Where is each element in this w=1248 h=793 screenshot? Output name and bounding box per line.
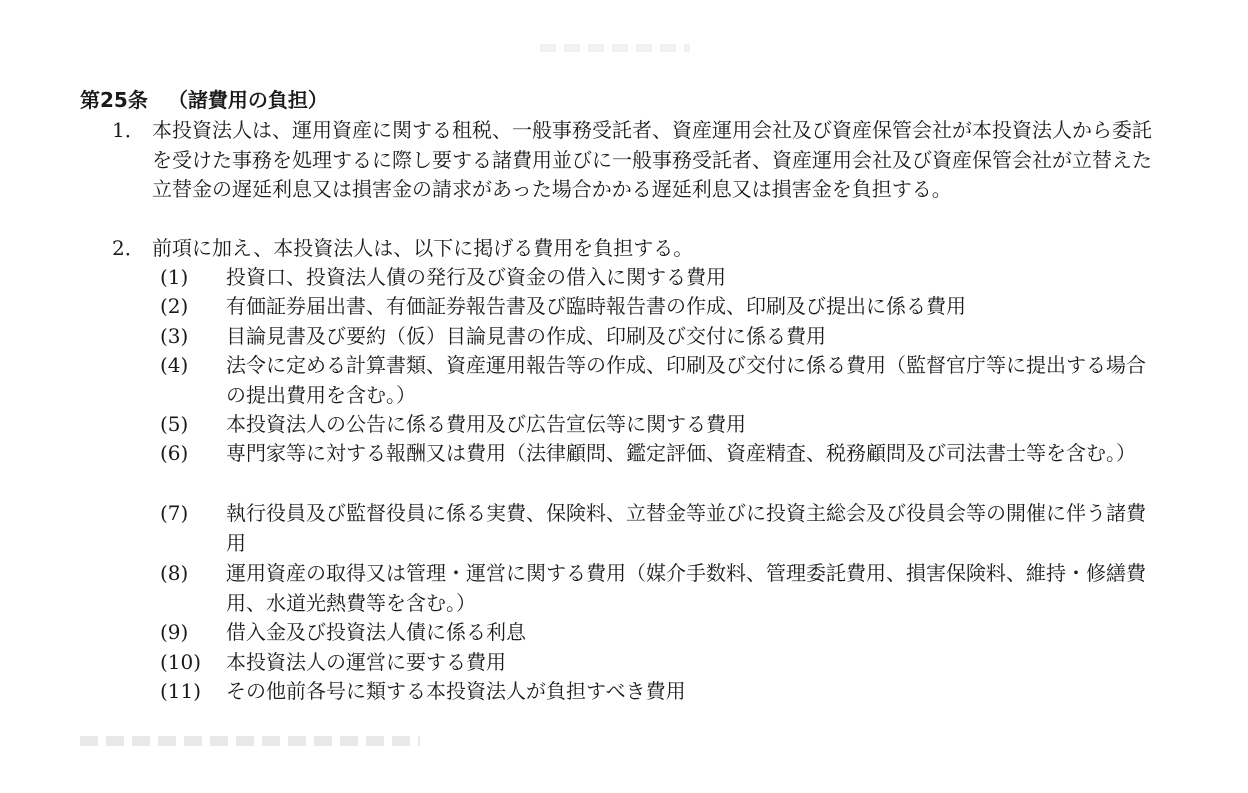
item-number: (2) xyxy=(160,294,189,318)
list-item xyxy=(160,292,1155,322)
list-item xyxy=(160,648,1155,678)
item-text: 投資口、投資法人債の発行及び資金の借入に関する費用 xyxy=(226,265,726,289)
item-text: 執行役員及び監督役員に係る実費、保険料、立替金等並びに投資主総会及び役員会等の開催に伴う諸費用 xyxy=(226,501,1146,555)
list-item xyxy=(160,410,1155,440)
item-number: (8) xyxy=(160,561,189,585)
list-item xyxy=(160,322,1155,352)
list-item xyxy=(160,263,1155,293)
item-text: 専門家等に対する報酬又は費用（法律顧問、鑑定評価、資産精査、税務顧問及び司法書士等を含む。） xyxy=(226,441,1136,465)
item-number: (10) xyxy=(160,650,202,674)
article-heading: （諸費用の負担） xyxy=(167,88,328,112)
item-text: その他前各号に類する本投資法人が負担すべき費用 xyxy=(226,679,686,703)
paragraph-2 xyxy=(112,234,1152,264)
faint-header-remnant xyxy=(540,44,690,52)
paragraph-number: 2． xyxy=(112,236,145,260)
item-number: (3) xyxy=(160,324,189,348)
item-text: 法令に定める計算書類、資産運用報告等の作成、印刷及び交付に係る費用（監督官庁等に提出する場合の提出費用を含む。） xyxy=(226,353,1146,407)
paragraph-text: 本投資法人は、運用資産に関する租税、一般事務受託者、資産運用会社及び資産保管会社が本投資法人から委託を受けた事務を処理するに際し要する諸費用並びに一般事務受託者、資産運用会社及び資産保管会社が立替えた立替金の遅延利息又は損害金の請求があった場合かかる遅延利息又は損害金を負担する。 xyxy=(152,118,1152,201)
item-number: (6) xyxy=(160,441,189,465)
list-item xyxy=(160,499,1155,558)
item-text: 本投資法人の公告に係る費用及び広告宣伝等に関する費用 xyxy=(226,412,746,436)
item-text: 借入金及び投資法人債に係る利息 xyxy=(226,620,526,644)
list-item xyxy=(160,351,1155,410)
list-item xyxy=(160,618,1155,648)
item-number: (1) xyxy=(160,265,189,289)
faint-next-article-remnant xyxy=(80,736,420,746)
item-text: 有価証券届出書、有価証券報告書及び臨時報告書の作成、印刷及び提出に係る費用 xyxy=(226,294,966,318)
item-number: (11) xyxy=(160,679,202,703)
item-number: (7) xyxy=(160,501,189,525)
item-text: 本投資法人の運営に要する費用 xyxy=(226,650,506,674)
item-number: (5) xyxy=(160,412,189,436)
article-title xyxy=(80,86,328,114)
item-text: 目論見書及び要約（仮）目論見書の作成、印刷及び交付に係る費用 xyxy=(226,324,826,348)
item-text: 運用資産の取得又は管理・運営に関する費用（媒介手数料、管理委託費用、損害保険料、維持・修繕費用、水道光熱費等を含む。） xyxy=(226,561,1146,615)
paragraph-text: 前項に加え、本投資法人は、以下に掲げる費用を負担する。 xyxy=(152,236,694,260)
item-number: (9) xyxy=(160,620,189,644)
item-number: (4) xyxy=(160,353,189,377)
list-item xyxy=(160,677,1155,707)
article-number: 第25条 xyxy=(80,88,148,112)
list-item xyxy=(160,559,1155,618)
paragraph-number: 1． xyxy=(112,118,145,142)
list-item xyxy=(160,439,1155,469)
paragraph-1 xyxy=(112,116,1152,205)
